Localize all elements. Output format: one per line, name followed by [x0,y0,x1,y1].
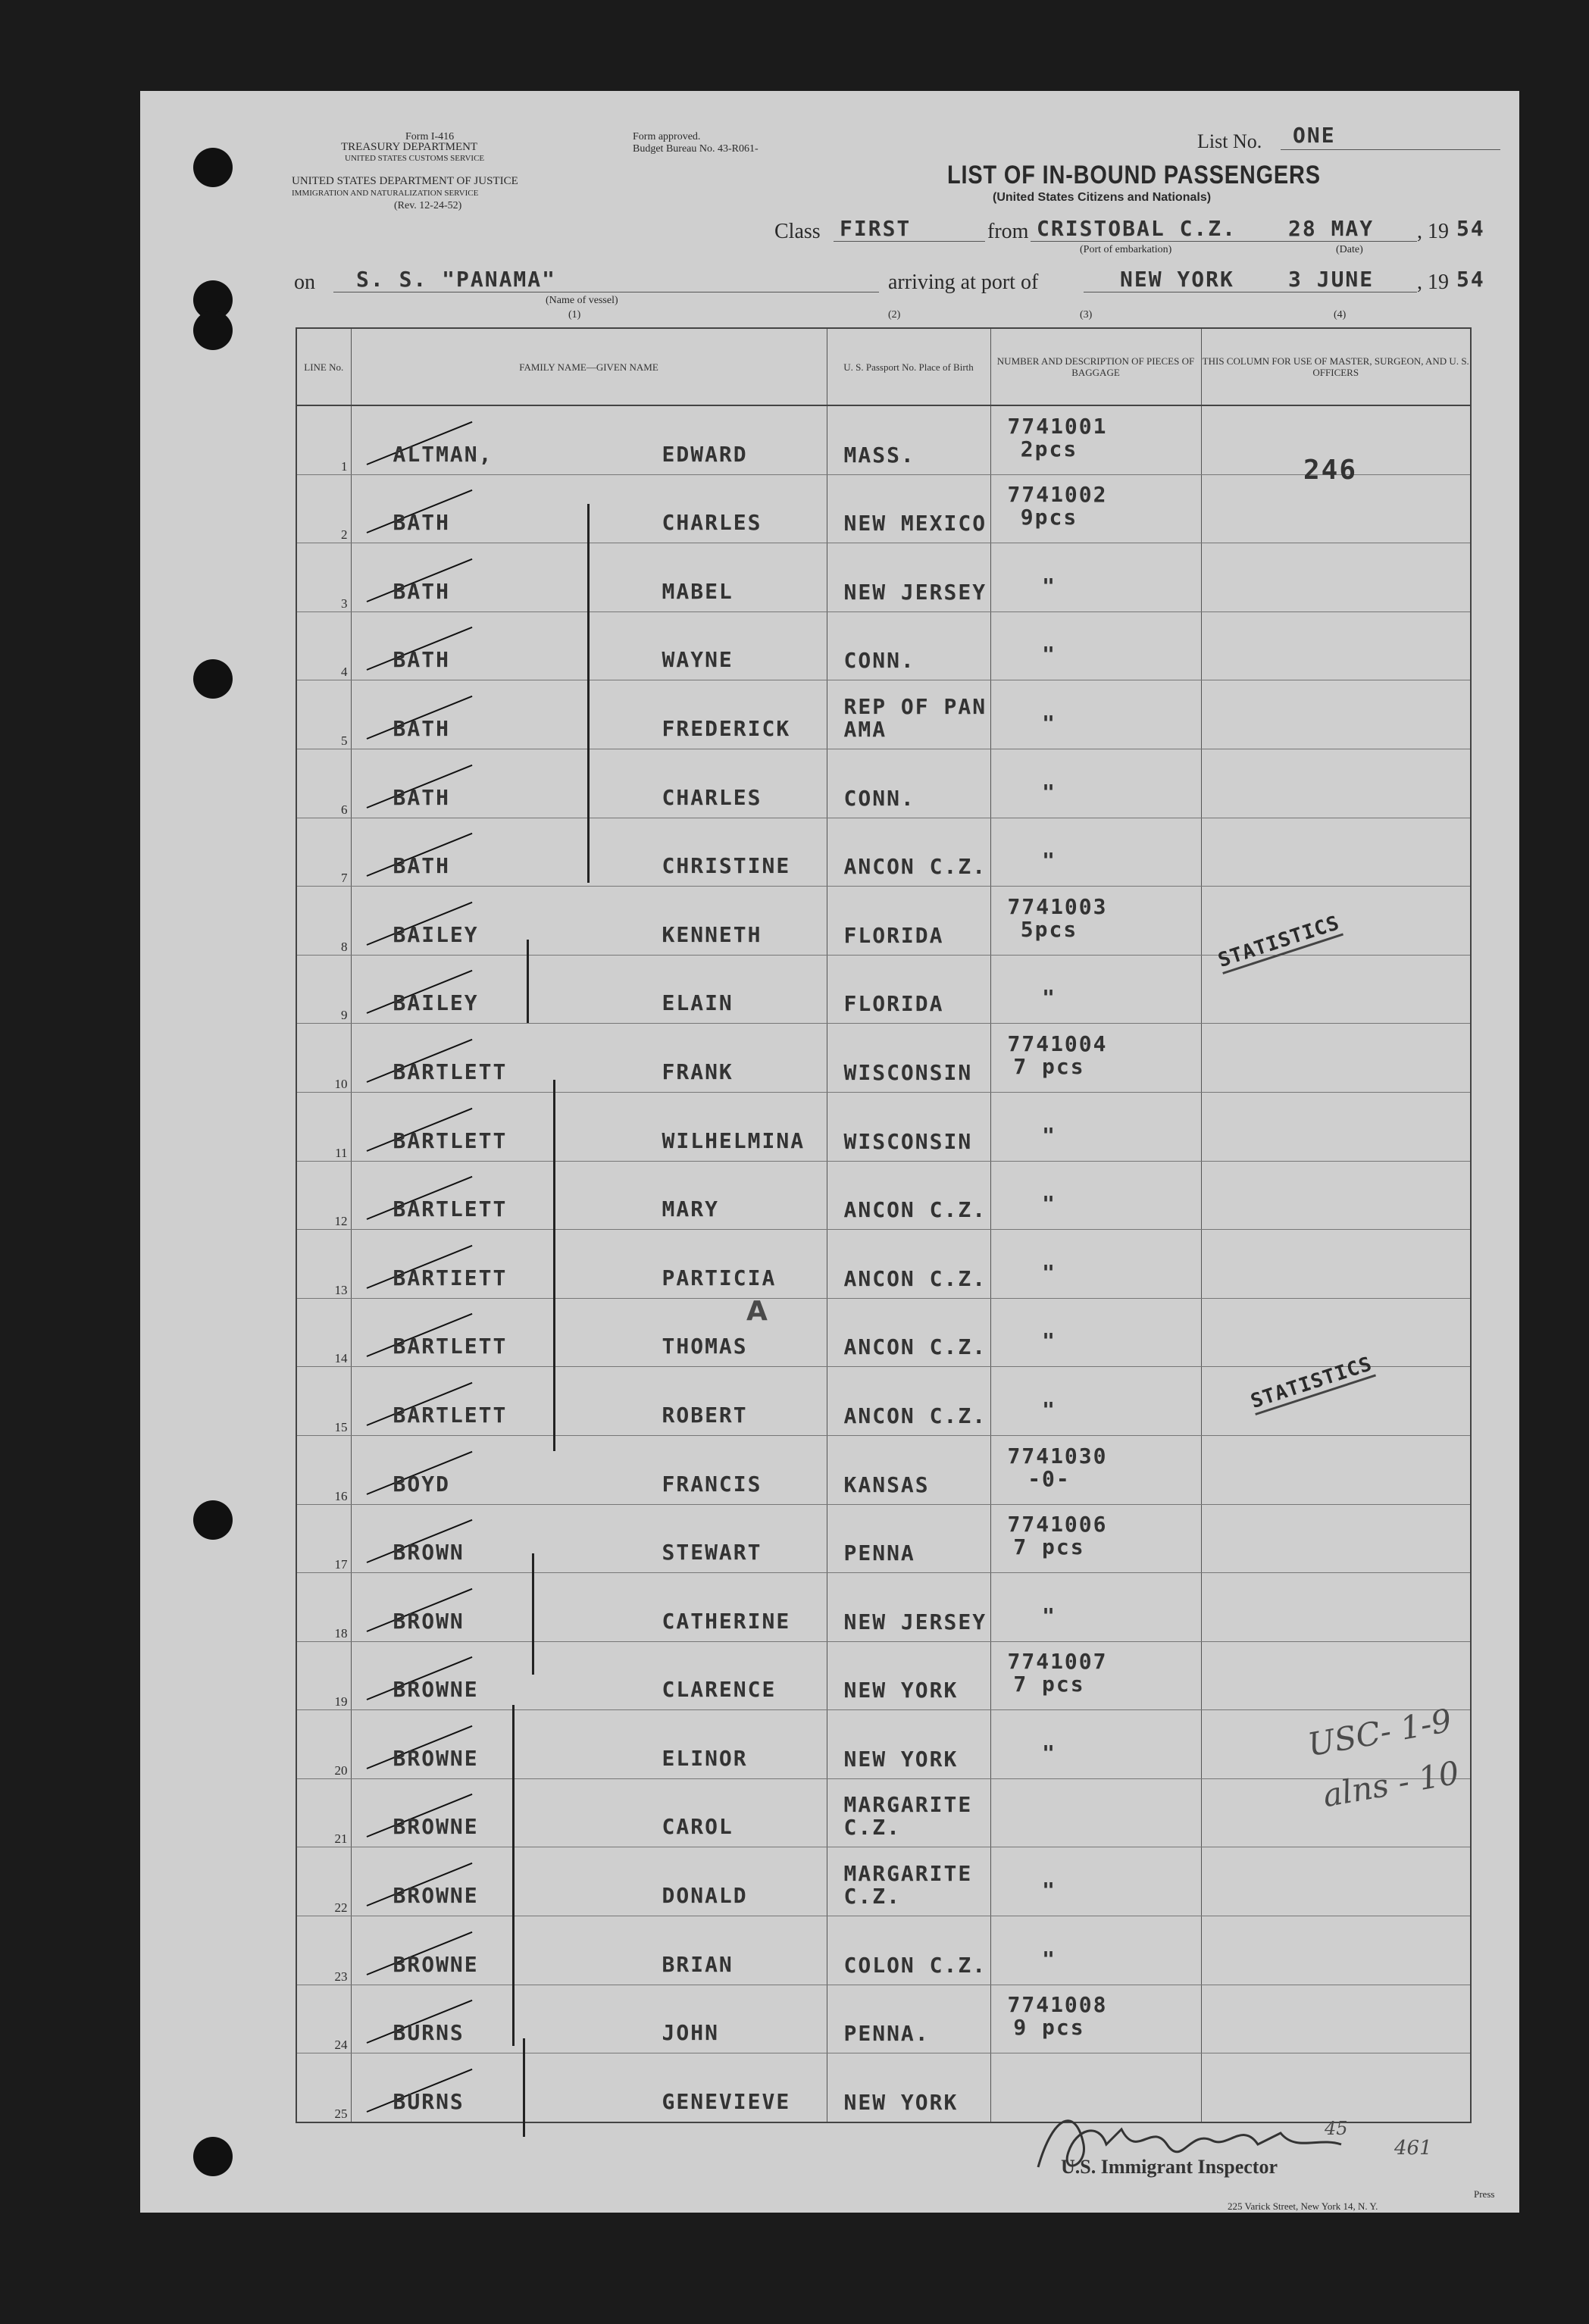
passenger-count: 246 [1303,455,1358,486]
officers-cell [1201,1916,1471,1985]
given-name: BRIAN [662,1951,734,1977]
baggage-cell [990,1024,1201,1093]
punch-hole [193,2137,233,2176]
given-name: FREDERICK [662,715,791,741]
name-cell [351,1024,827,1093]
vessel-caption: (Name of vessel) [546,295,618,306]
birthplace-cell [827,405,990,474]
baggage-cell [990,1985,1201,2053]
table-row [296,543,1471,612]
place-of-birth: WISCONSIN [843,1128,973,1154]
birthplace-cell [827,1504,990,1573]
baggage-cell [990,1161,1201,1230]
baggage-cell [990,680,1201,749]
manifest-subtitle: (United States Citizens and Nationals) [993,191,1212,204]
family-name: BARTLETT [393,1402,508,1428]
birthplace-cell [827,955,990,1024]
place-of-birth: NEW MEXICO [843,511,987,536]
given-name: STEWART [662,1540,762,1565]
line-number: 12 [296,1161,351,1230]
baggage-cell [990,1573,1201,1642]
baggage-description: 7741007 7 pcs [1007,1649,1108,1697]
col-2-number: (2) [888,309,901,321]
from-date: 28 MAY [1288,216,1375,241]
given-name: JOHN [662,2020,719,2046]
given-name: WAYNE [662,647,734,673]
baggage-description: " [1042,1122,1056,1148]
name-cell [351,1092,827,1161]
table-row [296,1641,1471,1710]
col-header-name: FAMILY NAME—GIVEN NAME [351,328,827,405]
place-of-birth: NEW JERSEY [843,1609,987,1634]
col-4-number: (4) [1334,309,1347,321]
place-of-birth: WISCONSIN [843,1059,973,1085]
line-number: 6 [296,749,351,818]
given-name: FRANK [662,1059,734,1084]
officers-cell [1201,1573,1471,1642]
baggage-cell [990,405,1201,474]
birthplace-cell [827,474,990,543]
family-name: BATH [393,578,450,604]
baggage-cell [990,887,1201,956]
birthplace-cell [827,1985,990,2053]
class-underline [834,241,985,242]
line-number: 24 [296,1985,351,2053]
year-1: 54 [1456,216,1485,241]
place-of-birth: NEW YORK [843,2089,959,2115]
table-header-row [296,328,1471,405]
officers-cell [1201,1161,1471,1230]
table-row [296,611,1471,680]
table-row [296,1710,1471,1779]
baggage-cell [990,818,1201,887]
baggage-description: 7741003 5pcs [1007,893,1108,942]
baggage-description: " [1042,985,1056,1011]
birthplace-cell [827,1778,990,1847]
line-number: 4 [296,611,351,680]
form-number: Form I-416 [405,131,455,142]
place-of-birth: NEW YORK [843,1678,959,1703]
customs-service: UNITED STATES CUSTOMS SERVICE [345,154,485,163]
table-row [296,1504,1471,1573]
justice-dept: UNITED STATES DEPARTMENT OF JUSTICE [292,175,518,187]
revision: (Rev. 12-24-52) [394,200,462,211]
class-value: FIRST [840,216,912,241]
given-name: CAROL [662,1814,734,1840]
given-name: CLARENCE [662,1677,777,1703]
family-name: BATH [393,853,450,879]
birthplace-cell [827,1161,990,1230]
line-number: 15 [296,1367,351,1436]
year-prefix-2: , 19 [1417,271,1449,294]
birthplace-cell [827,1367,990,1436]
place-of-birth: CONN. [843,785,915,811]
list-underline [1281,149,1500,150]
place-of-birth: MASS. [843,442,915,468]
col-header-line-no: LINE No. [296,328,351,405]
from-label: from [987,220,1029,243]
port-embarkation-caption: (Port of embarkation) [1080,244,1172,255]
col-header-officers: THIS COLUMN FOR USE OF MASTER, SURGEON, AND U. S. OFFICERS [1201,328,1471,405]
family-bracket [553,1080,555,1451]
table-row [296,1573,1471,1642]
baggage-description: 7741002 9pcs [1007,482,1108,530]
family-name: BROWNE [393,1883,479,1909]
birthplace-cell [827,1024,990,1093]
given-name: DONALD [662,1883,748,1909]
baggage-description: 7741030 -0- [1007,1443,1108,1491]
name-cell [351,887,827,956]
ins-service: IMMIGRATION AND NATURALIZATION SERVICE [292,189,479,198]
birthplace-cell [827,2053,990,2122]
place-of-birth: PENNA [843,1540,915,1566]
family-bracket [587,504,590,883]
family-name: BATH [393,647,450,673]
baggage-description: " [1042,710,1056,736]
baggage-cell [990,1778,1201,1847]
given-name: MARY [662,1196,719,1222]
place-of-birth: FLORIDA [843,991,944,1017]
name-cell [351,1504,827,1573]
name-cell [351,1916,827,1985]
place-of-birth: NEW YORK [843,1746,959,1772]
inspector-signature-number: 45 [1325,2118,1348,2139]
place-of-birth: ANCON C.Z. [843,1334,987,1360]
officers-cell [1201,1435,1471,1504]
passenger-table [296,327,1472,2123]
place-of-birth: REP OF PAN AMA [843,693,987,742]
line-number: 7 [296,818,351,887]
baggage-cell [990,1230,1201,1299]
birthplace-cell [827,680,990,749]
treasury-dept: TREASURY DEPARTMENT [341,141,478,153]
on-label: on [294,271,315,294]
list-number: ONE [1293,123,1336,148]
handwritten-usc-note: USC- 1-9 [1305,1701,1455,1764]
table-row [296,1985,1471,2053]
family-name: BARTLETT [393,1128,508,1153]
line-number: 9 [296,955,351,1024]
table-row [296,1298,1471,1367]
form-approved: Form approved. [633,131,701,142]
name-cell [351,1710,827,1779]
name-cell [351,1573,827,1642]
arriving-port: NEW YORK [1120,267,1234,292]
family-name: BARTLETT [393,1196,508,1222]
arriving-label: arriving at port of [888,271,1039,294]
family-name: BROWNE [393,1814,479,1840]
list-label: List No. [1197,130,1262,152]
given-name: CHRISTINE [662,853,791,879]
name-cell [351,1847,827,1916]
family-name: BROWNE [393,1745,479,1771]
family-name: BROWN [393,1540,465,1565]
punch-hole [193,659,233,699]
baggage-cell [990,611,1201,680]
col-1-number: (1) [568,309,581,321]
birthplace-cell [827,611,990,680]
officers-cell [1201,1985,1471,2053]
handwritten-a-mark: A [746,1296,768,1327]
punch-hole [193,311,233,350]
birthplace-cell [827,1641,990,1710]
baggage-description: " [1042,1191,1056,1217]
handwritten-aliens-note: alns - 10 [1320,1753,1462,1815]
baggage-cell [990,1916,1201,1985]
place-of-birth: ANCON C.Z. [843,1265,987,1291]
family-name: BROWN [393,1608,465,1634]
baggage-description: " [1042,1740,1056,1766]
given-name: MABEL [662,578,734,604]
place-of-birth: COLON C.Z. [843,1952,987,1978]
birthplace-cell [827,818,990,887]
inspector-label: U.S. Immigrant Inspector [1061,2156,1278,2178]
birthplace-cell [827,543,990,612]
line-number: 5 [296,680,351,749]
baggage-description: 7741008 9 pcs [1007,1992,1108,2041]
family-name: BATH [393,510,450,536]
officers-cell [1201,611,1471,680]
line-number: 14 [296,1298,351,1367]
officers-cell [1201,1847,1471,1916]
place-of-birth: PENNA. [843,2021,930,2047]
place-of-birth: NEW JERSEY [843,579,987,605]
table-row [296,680,1471,749]
place-of-birth: FLORIDA [843,922,944,948]
birthplace-cell [827,1710,990,1779]
given-name: ROBERT [662,1402,748,1428]
from-port: CRISTOBAL C.Z. [1037,216,1237,241]
table-row [296,1916,1471,1985]
statistics-stamp-2: STATISTICS [1248,1353,1376,1415]
baggage-description: " [1042,1397,1056,1422]
printer-line-2: 225 Varick Street, New York 14, N. Y. [1228,2200,1378,2212]
birthplace-cell [827,749,990,818]
baggage-description: 7741006 7 pcs [1007,1512,1108,1560]
name-cell [351,1230,827,1299]
punch-hole [193,148,233,187]
arriving-date: 3 JUNE [1288,267,1375,292]
family-bracket [523,2038,525,2137]
line-number: 20 [296,1710,351,1779]
name-cell [351,1161,827,1230]
col-3-number: (3) [1080,309,1093,321]
family-name: BATH [393,784,450,810]
line-number: 8 [296,887,351,956]
baggage-description: " [1042,573,1056,599]
table-row [296,1847,1471,1916]
place-of-birth: MARGARITE C.Z. [843,1792,973,1841]
officers-cell [1201,1092,1471,1161]
given-name: CHARLES [662,510,762,536]
baggage-description: " [1042,1259,1056,1285]
place-of-birth: CONN. [843,648,915,674]
line-number: 16 [296,1435,351,1504]
birthplace-cell [827,1916,990,1985]
birthplace-cell [827,1092,990,1161]
class-label: Class [774,220,821,243]
place-of-birth: ANCON C.Z. [843,1403,987,1428]
col-header-passport: U. S. Passport No. Place of Birth [827,328,990,405]
family-name: BARTLETT [393,1334,508,1359]
birthplace-cell [827,1573,990,1642]
baggage-cell [990,1641,1201,1710]
name-cell [351,955,827,1024]
birthplace-cell [827,887,990,956]
table-row [296,1435,1471,1504]
family-name: BURNS [393,2088,465,2114]
printer-line-1: Press [1474,2188,1495,2200]
place-of-birth: MARGARITE C.Z. [843,1861,973,1910]
officers-cell [1201,818,1471,887]
baggage-description: 7741004 7 pcs [1007,1031,1108,1079]
family-name: ALTMAN, [393,441,493,467]
given-name: WILHELMINA [662,1128,805,1153]
punch-hole [193,1500,233,1540]
given-name: GENEVIEVE [662,2088,791,2114]
given-name: KENNETH [662,921,762,947]
name-cell [351,1367,827,1436]
vessel-name: S. S. "PANAMA" [356,267,557,292]
baggage-cell [990,1504,1201,1573]
baggage-description: " [1042,1328,1056,1354]
table-row [296,474,1471,543]
family-name: BAILEY [393,921,479,947]
line-number: 10 [296,1024,351,1093]
given-name: THOMAS [662,1334,748,1359]
table-row [296,749,1471,818]
name-cell [351,1641,827,1710]
table-row [296,1161,1471,1230]
col-header-baggage: NUMBER AND DESCRIPTION OF PIECES OF BAGGAGE [990,328,1201,405]
table-row [296,1778,1471,1847]
family-name: BROWNE [393,1677,479,1703]
date-caption: (Date) [1336,244,1363,255]
line-number: 25 [296,2053,351,2122]
given-name: FRANCIS [662,1471,762,1497]
given-name: CATHERINE [662,1608,791,1634]
family-name: BATH [393,715,450,741]
given-name: CHARLES [662,784,762,810]
line-number: 1 [296,405,351,474]
year-prefix-1: , 19 [1417,220,1449,243]
officers-cell [1201,1641,1471,1710]
line-number: 18 [296,1573,351,1642]
place-of-birth: ANCON C.Z. [843,1197,987,1223]
family-name: BURNS [393,2020,465,2046]
budget-bureau: Budget Bureau No. 43-R061- [633,143,759,155]
name-cell [351,1985,827,2053]
line-number: 13 [296,1230,351,1299]
officers-cell [1201,543,1471,612]
baggage-cell [990,1092,1201,1161]
family-name: BROWNE [393,1951,479,1977]
officers-cell [1201,680,1471,749]
officers-cell [1201,1504,1471,1573]
table-row [296,1230,1471,1299]
line-number: 21 [296,1778,351,1847]
baggage-description: " [1042,642,1056,668]
baggage-cell [990,955,1201,1024]
birthplace-cell [827,1230,990,1299]
given-name: ELAIN [662,990,734,1016]
baggage-description: " [1042,848,1056,874]
family-name: BAILEY [393,990,479,1016]
table-row [296,1092,1471,1161]
place-of-birth: ANCON C.Z. [843,854,987,880]
baggage-cell [990,1435,1201,1504]
family-name: BARTLETT [393,1059,508,1084]
family-name: BARTIETT [393,1265,508,1290]
given-name: PARTICIA [662,1265,777,1290]
family-bracket [527,940,529,1023]
manifest-title: LIST OF IN-BOUND PASSENGERS [947,161,1321,189]
baggage-cell [990,1298,1201,1367]
table-row [296,818,1471,887]
name-cell [351,1435,827,1504]
baggage-description: " [1042,1878,1056,1903]
line-number: 19 [296,1641,351,1710]
line-number: 17 [296,1504,351,1573]
baggage-cell [990,543,1201,612]
baggage-description: 7741001 2pcs [1007,413,1108,461]
line-number: 11 [296,1092,351,1161]
officers-cell [1201,1230,1471,1299]
birthplace-cell [827,1435,990,1504]
year-2: 54 [1456,267,1485,292]
baggage-cell [990,1367,1201,1436]
family-name: BOYD [393,1471,450,1497]
officers-cell [1201,749,1471,818]
birthplace-cell [827,1847,990,1916]
name-cell [351,1778,827,1847]
officers-cell [1201,1298,1471,1367]
baggage-cell [990,1847,1201,1916]
table-row [296,1024,1471,1093]
family-bracket [512,1705,515,2046]
table-row [296,405,1471,474]
from-underline [1031,241,1417,242]
family-bracket [532,1553,534,1675]
given-name: ELINOR [662,1745,748,1771]
inspector-signature-number-2: 461 [1394,2137,1432,2160]
name-cell [351,2053,827,2122]
baggage-description: " [1042,1946,1056,1972]
officers-cell [1201,1024,1471,1093]
baggage-cell [990,1710,1201,1779]
line-number: 2 [296,474,351,543]
baggage-cell [990,474,1201,543]
line-number: 3 [296,543,351,612]
baggage-description: " [1042,1603,1056,1628]
line-number: 23 [296,1916,351,1985]
name-cell [351,405,827,474]
baggage-cell [990,749,1201,818]
birthplace-cell [827,1298,990,1367]
place-of-birth: KANSAS [843,1472,930,1497]
baggage-description: " [1042,779,1056,805]
given-name: EDWARD [662,441,748,467]
table-row [296,955,1471,1024]
line-number: 22 [296,1847,351,1916]
statistics-stamp-1: STATISTICS [1215,912,1343,974]
